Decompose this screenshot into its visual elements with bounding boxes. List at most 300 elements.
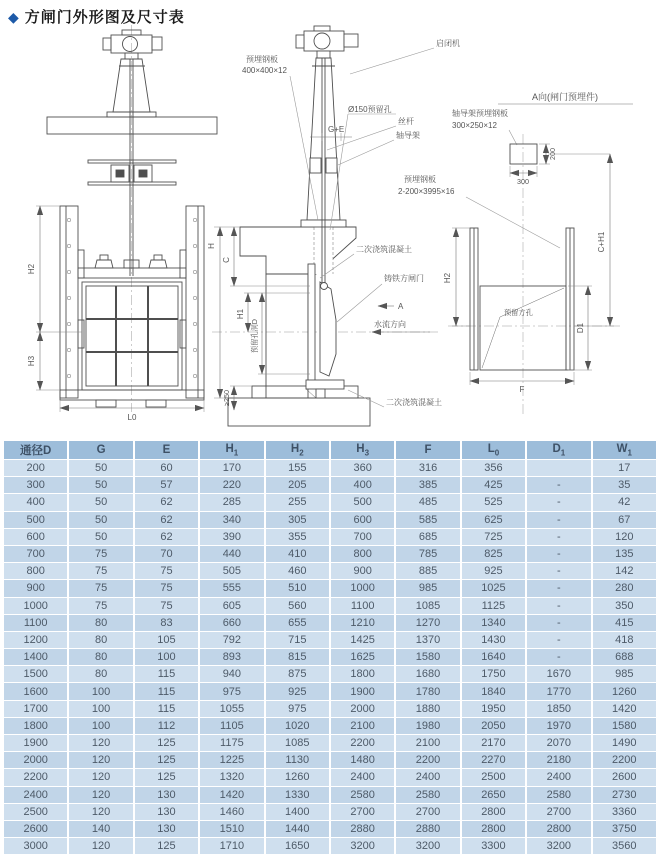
table-row <box>4 563 656 579</box>
label-stem-guide: 轴导架 <box>396 131 420 140</box>
table-cell: 1330 <box>266 787 329 803</box>
dim-c-plus-h1: C+H1 <box>597 231 606 253</box>
dim-h3-front: H3 <box>27 355 36 367</box>
table-cell: 800 <box>331 546 394 562</box>
table-cell: 685 <box>396 529 459 545</box>
column-header: $L_0$ <box>462 441 525 459</box>
table-cell: - <box>527 512 590 528</box>
table-row <box>4 666 656 682</box>
column-header: $H_2$ <box>266 441 329 459</box>
table-cell: 70 <box>135 546 198 562</box>
label-embedded-plate: 预埋钢板 <box>246 55 278 64</box>
table-cell: 120 <box>69 735 132 751</box>
table-cell: 1260 <box>266 769 329 785</box>
table-cell: 1210 <box>331 615 394 631</box>
table-cell: 1175 <box>200 735 263 751</box>
table-cell: 1900 <box>331 683 394 699</box>
table-cell: 2400 <box>527 769 590 785</box>
table-row <box>4 649 656 665</box>
table-cell: 940 <box>200 666 263 682</box>
table-cell: 17 <box>593 460 656 476</box>
table-cell: 3560 <box>593 838 656 854</box>
table-cell: 80 <box>69 649 132 665</box>
table-cell: 1980 <box>396 718 459 734</box>
label-secondary-concrete-top: 二次浇筑混凝土 <box>356 245 412 254</box>
table-row <box>4 529 656 545</box>
table-cell: 525 <box>462 494 525 510</box>
table-cell: 2650 <box>462 787 525 803</box>
table-cell: 35 <box>593 477 656 493</box>
table-cell: 985 <box>396 580 459 596</box>
table-row <box>4 615 656 631</box>
table-cell: 825 <box>462 546 525 562</box>
table-cell: 115 <box>135 701 198 717</box>
table-cell: 2200 <box>331 735 394 751</box>
table-cell: 60 <box>135 460 198 476</box>
table-cell: - <box>527 632 590 648</box>
table-cell: 2200 <box>593 752 656 768</box>
table-cell: 50 <box>69 460 132 476</box>
technical-drawing <box>0 24 660 436</box>
table-cell: 925 <box>462 563 525 579</box>
table-cell: 1085 <box>396 598 459 614</box>
table-cell: 2580 <box>527 787 590 803</box>
table-row <box>4 683 656 699</box>
table-cell: - <box>527 546 590 562</box>
table-cell: 1400 <box>4 649 67 665</box>
label-embedded-plate-size: 400×400×12 <box>242 66 287 75</box>
table-cell: 2000 <box>4 752 67 768</box>
label-g-plus-e: G+E <box>328 125 345 134</box>
table-cell: 1085 <box>266 735 329 751</box>
table-cell: - <box>527 494 590 510</box>
table-cell: 875 <box>266 666 329 682</box>
table-cell: 1840 <box>462 683 525 699</box>
table-cell: - <box>527 563 590 579</box>
table-cell: 925 <box>266 683 329 699</box>
table-cell: 1670 <box>527 666 590 682</box>
table-cell: 385 <box>396 477 459 493</box>
table-cell: 100 <box>69 701 132 717</box>
table-cell: 2400 <box>4 787 67 803</box>
table-cell: 2700 <box>331 804 394 820</box>
table-cell: 120 <box>69 838 132 854</box>
dim-h2-front: H2 <box>27 263 36 275</box>
table-cell: 75 <box>135 598 198 614</box>
table-cell: 300 <box>4 477 67 493</box>
table-cell: 1600 <box>4 683 67 699</box>
label-reserved-hole-150: Ø150预留孔 <box>348 105 392 114</box>
table-cell: 418 <box>593 632 656 648</box>
table-row <box>4 512 656 528</box>
table-row <box>4 546 656 562</box>
table-cell: 1680 <box>396 666 459 682</box>
table-cell: 2170 <box>462 735 525 751</box>
table-cell: 355 <box>266 529 329 545</box>
section-view <box>207 26 560 426</box>
table-cell <box>527 460 590 476</box>
table-cell: 3000 <box>4 838 67 854</box>
table-cell: 62 <box>135 529 198 545</box>
table-cell: 600 <box>331 512 394 528</box>
table-cell: 50 <box>69 512 132 528</box>
table-cell: 1970 <box>527 718 590 734</box>
table-cell: 655 <box>266 615 329 631</box>
table-cell: 316 <box>396 460 459 476</box>
dim-300: 300 <box>517 177 529 186</box>
label-screw-stem: 丝杆 <box>398 117 414 126</box>
table-cell: 2070 <box>527 735 590 751</box>
table-cell: 350 <box>593 598 656 614</box>
table-cell: 400 <box>331 477 394 493</box>
table-cell: 600 <box>4 529 67 545</box>
table-cell: 120 <box>69 787 132 803</box>
table-cell: 555 <box>200 580 263 596</box>
table-cell: 285 <box>200 494 263 510</box>
table-row <box>4 838 656 854</box>
table-cell: 440 <box>200 546 263 562</box>
table-row <box>4 787 656 803</box>
table-cell: 142 <box>593 563 656 579</box>
table-cell: 2200 <box>4 769 67 785</box>
table-cell: 1580 <box>593 718 656 734</box>
table-cell: 120 <box>69 752 132 768</box>
table-cell: 50 <box>69 477 132 493</box>
table-cell: 2000 <box>331 701 394 717</box>
table-cell: 42 <box>593 494 656 510</box>
table-cell: 975 <box>266 701 329 717</box>
table-cell: 3200 <box>527 838 590 854</box>
table-cell: 2700 <box>527 804 590 820</box>
table-cell: 1340 <box>462 615 525 631</box>
table-cell: 1100 <box>4 615 67 631</box>
dim-min250-section: ≥250 <box>222 390 231 406</box>
table-cell: 1225 <box>200 752 263 768</box>
table-cell: 135 <box>593 546 656 562</box>
table-cell: 1780 <box>396 683 459 699</box>
table-cell: 80 <box>69 615 132 631</box>
dimension-table-section <box>0 440 660 858</box>
table-cell: 155 <box>266 460 329 476</box>
dim-h-section: H <box>207 243 216 249</box>
table-cell: 280 <box>593 580 656 596</box>
table-cell: 1370 <box>396 632 459 648</box>
table-cell: 975 <box>200 683 263 699</box>
table-cell: 100 <box>69 718 132 734</box>
dim-h1-section: H1 <box>236 308 245 320</box>
table-cell: 700 <box>331 529 394 545</box>
table-cell: 125 <box>135 769 198 785</box>
table-cell: 625 <box>462 512 525 528</box>
table-cell: 1400 <box>266 804 329 820</box>
table-cell: 1770 <box>527 683 590 699</box>
table-row <box>4 580 656 596</box>
label-reserved-square-hole: 预留方孔 <box>504 308 533 317</box>
table-row <box>4 735 656 751</box>
table-cell: 400 <box>4 494 67 510</box>
table-cell: 105 <box>135 632 198 648</box>
table-cell: - <box>527 477 590 493</box>
table-cell: 1055 <box>200 701 263 717</box>
table-cell: 1950 <box>462 701 525 717</box>
table-cell: 62 <box>135 494 198 510</box>
table-cell: 688 <box>593 649 656 665</box>
table-cell: 205 <box>266 477 329 493</box>
dimension-table-body <box>4 460 656 854</box>
a-view-title: A向(闸门预埋件) <box>532 92 598 102</box>
table-cell: 67 <box>593 512 656 528</box>
table-cell: 2800 <box>527 821 590 837</box>
table-cell: 1800 <box>331 666 394 682</box>
table-cell: 115 <box>135 666 198 682</box>
table-cell: 725 <box>462 529 525 545</box>
table-cell: 2580 <box>331 787 394 803</box>
table-cell: 3300 <box>462 838 525 854</box>
table-cell: 425 <box>462 477 525 493</box>
column-header: 通径D <box>4 441 67 459</box>
dim-hole-d-section: 预留孔洞D <box>250 319 259 353</box>
table-cell: 1700 <box>4 701 67 717</box>
table-cell: 985 <box>593 666 656 682</box>
table-cell: 885 <box>396 563 459 579</box>
label-cast-iron-gate: 铸铁方闸门 <box>384 274 424 283</box>
table-cell: 1000 <box>331 580 394 596</box>
column-header: F <box>396 441 459 459</box>
table-cell: 505 <box>200 563 263 579</box>
table-cell: 1100 <box>331 598 394 614</box>
table-cell: 305 <box>266 512 329 528</box>
table-cell: 1020 <box>266 718 329 734</box>
table-cell: 1460 <box>200 804 263 820</box>
table-cell: 80 <box>69 632 132 648</box>
table-cell: 900 <box>331 563 394 579</box>
table-row <box>4 460 656 476</box>
table-cell: 1510 <box>200 821 263 837</box>
table-cell: 3750 <box>593 821 656 837</box>
table-cell: 2200 <box>396 752 459 768</box>
table-cell: 140 <box>69 821 132 837</box>
table-cell: 3360 <box>593 804 656 820</box>
table-cell: 792 <box>200 632 263 648</box>
table-cell: 1850 <box>527 701 590 717</box>
table-cell: 2050 <box>462 718 525 734</box>
table-cell: 1440 <box>266 821 329 837</box>
table-cell: 2400 <box>331 769 394 785</box>
table-cell: 200 <box>4 460 67 476</box>
label-side-plate-size: 2-200×3995×16 <box>398 187 455 196</box>
table-cell: 700 <box>4 546 67 562</box>
table-cell: 1580 <box>396 649 459 665</box>
column-header: $H_1$ <box>200 441 263 459</box>
column-header: $W_1$ <box>593 441 656 459</box>
dimension-table <box>2 440 658 855</box>
table-cell: 1480 <box>331 752 394 768</box>
table-cell: 50 <box>69 494 132 510</box>
table-cell: 390 <box>200 529 263 545</box>
table-cell: 1500 <box>4 666 67 682</box>
table-cell: 2700 <box>396 804 459 820</box>
label-hoist: 启闭机 <box>436 39 460 48</box>
dim-h2-aview: H2 <box>443 272 452 284</box>
table-cell: 340 <box>200 512 263 528</box>
table-cell: 80 <box>69 666 132 682</box>
table-cell: 660 <box>200 615 263 631</box>
table-cell: 1490 <box>593 735 656 751</box>
table-cell: 2580 <box>396 787 459 803</box>
table-cell: 1900 <box>4 735 67 751</box>
table-cell: 1750 <box>462 666 525 682</box>
table-cell: 75 <box>135 580 198 596</box>
dim-200: 200 <box>548 148 557 160</box>
table-cell: 112 <box>135 718 198 734</box>
table-cell: 715 <box>266 632 329 648</box>
table-cell: 3200 <box>396 838 459 854</box>
table-cell: 125 <box>135 735 198 751</box>
column-header: E <box>135 441 198 459</box>
table-cell: 1420 <box>593 701 656 717</box>
table-cell: 560 <box>266 598 329 614</box>
table-cell: 460 <box>266 563 329 579</box>
table-cell: 75 <box>69 598 132 614</box>
table-cell: 510 <box>266 580 329 596</box>
table-cell: 605 <box>200 598 263 614</box>
table-cell: 410 <box>266 546 329 562</box>
table-cell: 1320 <box>200 769 263 785</box>
table-row <box>4 804 656 820</box>
table-cell: 415 <box>593 615 656 631</box>
table-cell: 1420 <box>200 787 263 803</box>
table-cell: 3200 <box>331 838 394 854</box>
table-cell: 1425 <box>331 632 394 648</box>
table-row <box>4 769 656 785</box>
table-cell: 2600 <box>593 769 656 785</box>
table-cell: - <box>527 615 590 631</box>
table-cell: 2500 <box>462 769 525 785</box>
table-cell: 1710 <box>200 838 263 854</box>
table-cell: 1625 <box>331 649 394 665</box>
table-cell: 125 <box>135 838 198 854</box>
table-cell: - <box>527 529 590 545</box>
table-cell: 900 <box>4 580 67 596</box>
table-cell: 2400 <box>396 769 459 785</box>
label-section-arrow-a: A <box>398 302 404 311</box>
table-cell: 75 <box>69 580 132 596</box>
table-cell: 1430 <box>462 632 525 648</box>
table-row <box>4 718 656 734</box>
table-cell: 1880 <box>396 701 459 717</box>
table-cell: 75 <box>69 563 132 579</box>
table-cell: 2800 <box>462 804 525 820</box>
table-cell: 83 <box>135 615 198 631</box>
table-cell: 2730 <box>593 787 656 803</box>
label-secondary-concrete-bottom: 二次浇筑混凝土 <box>386 398 442 407</box>
table-cell: 255 <box>266 494 329 510</box>
table-cell: 1125 <box>462 598 525 614</box>
table-row <box>4 598 656 614</box>
table-row <box>4 701 656 717</box>
table-cell: 500 <box>4 512 67 528</box>
diamond-bullet-icon: ◆ <box>8 8 19 25</box>
table-cell: 2800 <box>462 821 525 837</box>
table-cell: 120 <box>69 769 132 785</box>
table-row <box>4 821 656 837</box>
label-guide-plate: 轴导架预埋钢板 <box>452 109 508 118</box>
table-row <box>4 632 656 648</box>
gate-drawing-svg <box>0 24 660 436</box>
label-guide-plate-size: 300×250×12 <box>452 121 497 130</box>
table-cell: 130 <box>135 821 198 837</box>
page-title: 方闸门外形图及尺寸表 <box>24 9 185 26</box>
table-cell: 2270 <box>462 752 525 768</box>
table-cell: 115 <box>135 683 198 699</box>
table-cell: 1105 <box>200 718 263 734</box>
dim-c-section: C <box>222 257 231 263</box>
table-cell: - <box>527 649 590 665</box>
table-row <box>4 752 656 768</box>
table-cell: 1000 <box>4 598 67 614</box>
front-view <box>27 25 217 422</box>
table-cell: 1260 <box>593 683 656 699</box>
table-cell: 75 <box>135 563 198 579</box>
table-cell: - <box>527 580 590 596</box>
table-cell: 130 <box>135 804 198 820</box>
label-flow-direction: 水流方向 <box>374 320 406 329</box>
column-header: $D_1$ <box>527 441 590 459</box>
column-header: G <box>69 441 132 459</box>
table-cell: 785 <box>396 546 459 562</box>
dim-d1: D1 <box>576 322 585 334</box>
table-cell: 1270 <box>396 615 459 631</box>
table-cell: 57 <box>135 477 198 493</box>
table-cell: 50 <box>69 529 132 545</box>
table-cell: 2600 <box>4 821 67 837</box>
table-cell: 1130 <box>266 752 329 768</box>
table-cell: 1025 <box>462 580 525 596</box>
table-row <box>4 477 656 493</box>
table-cell: 2500 <box>4 804 67 820</box>
table-cell: 220 <box>200 477 263 493</box>
table-cell: 2100 <box>396 735 459 751</box>
table-cell: - <box>527 598 590 614</box>
table-cell: 125 <box>135 752 198 768</box>
table-cell: 893 <box>200 649 263 665</box>
table-cell: 485 <box>396 494 459 510</box>
a-view <box>443 91 633 414</box>
table-cell: 120 <box>69 804 132 820</box>
dim-f: F <box>519 385 525 394</box>
table-cell: 170 <box>200 460 263 476</box>
table-cell: 130 <box>135 787 198 803</box>
table-cell: 500 <box>331 494 394 510</box>
table-cell: 1800 <box>4 718 67 734</box>
table-cell: 100 <box>135 649 198 665</box>
table-cell: 1640 <box>462 649 525 665</box>
table-cell: 585 <box>396 512 459 528</box>
table-cell: 1200 <box>4 632 67 648</box>
label-side-plate: 预埋钢板 <box>404 175 436 184</box>
table-row <box>4 494 656 510</box>
dim-l0-front: L0 <box>127 413 137 422</box>
dimension-table-head-row <box>4 441 656 459</box>
table-cell: 356 <box>462 460 525 476</box>
table-cell: 75 <box>69 546 132 562</box>
table-cell: 2100 <box>331 718 394 734</box>
table-cell: 2880 <box>396 821 459 837</box>
table-cell: 100 <box>69 683 132 699</box>
table-cell: 120 <box>593 529 656 545</box>
table-cell: 2880 <box>331 821 394 837</box>
column-header: $H_3$ <box>331 441 394 459</box>
